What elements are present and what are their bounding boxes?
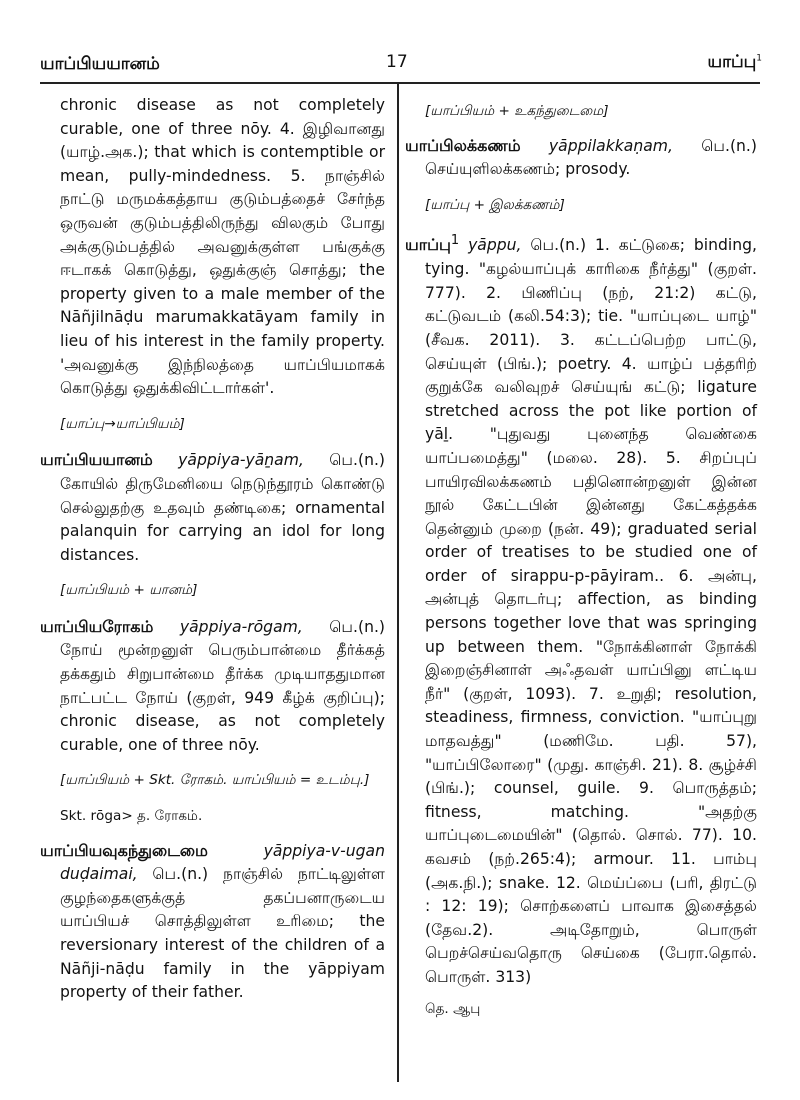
entry-yappu-text bbox=[405, 229, 757, 989]
entry-yappiya-yanam bbox=[40, 448, 385, 567]
transliteration: yāppu, bbox=[468, 236, 522, 255]
etymology-yappiyam: [யாப்பு→யாப்பியம்] bbox=[60, 415, 185, 432]
etymology-telugu: தெ. ஆபு bbox=[425, 1000, 481, 1017]
entry-rogam-text bbox=[40, 615, 385, 758]
entry-yappilakkanam bbox=[405, 134, 757, 182]
running-head-right-word: யாப்பு bbox=[707, 52, 757, 72]
header-rule bbox=[40, 82, 760, 84]
continued-entry-text: chronic disease as not completely curable, one of three nōy. 4. இழிவானது (யாழ்.அக.); that which is contemptible or mean, pully-mindedness. 5. நாஞ்சில் நாட்டு மருமக்கத்தாய குடும்பத்தைச் சேர்ந்த ஒருவன் குடும்பத்திலிருந்து விலகும் போது அக்குடும்பத்தில் அவனுக்குள்ள பங்குக்கு ஈடாகக் கொடுத்து, ஒதுக்குஞ் சொத்து; the property given to a male member of the Nāñjilnāḍu marumakkatāyam family in lieu of his interest in the family property. 'அவனுக்கு இந்நிலத்தை யாப்பியமாகக் கொடுத்து ஒதுக்கிவிட்டார்கள்'. bbox=[60, 96, 385, 398]
headword-sup: 1 bbox=[450, 233, 460, 249]
running-head-right-sup: 1 bbox=[756, 53, 762, 64]
part-of-speech: பெ.(n.) bbox=[329, 451, 385, 470]
left-column bbox=[40, 94, 385, 1005]
etymology-uganthudaimai: [யாப்பியம் + உகந்துடைமை] bbox=[425, 103, 609, 119]
page-header bbox=[0, 0, 800, 80]
continued-entry bbox=[40, 94, 385, 401]
etymology-yanam: [யாப்பியம் + யானம்] bbox=[60, 582, 198, 599]
part-of-speech: பெ.(n.) bbox=[530, 236, 587, 255]
headword: யாப்பிலக்கணம் bbox=[405, 135, 521, 155]
definition: 1. கட்டுகை; binding, tying. "கழல்யாப்புக் காரிகை நீர்த்து" (குறள். 777). 2. பிணிப்பு (நற், 21:2) கட்டு, கட்டுவடம் (கலி.54:3); tie. "யாப்புடை யாழ்" (சீவக. 2011). 3. கட்டப்பெற்ற பாட்டு, செய்யுள் (பிங்.); poetry. 4. யாழ்ப் பத்தரிற் குறுக்கே வலிவுறச் செய்யுங் கட்டு; ligature stretched across the pot like portion of yāḻ. "புதுவது புனைந்த வெண்கை யாப்பமைத்து" (மலை. 28). 5. சிறப்புப் பாயிரவிலக்கணம் பதினொன்றனுள் இன்ன நூல் கேட்டபின் இன்னது கேட்கத்தக்க தென்னும் முறை (நன். 49); graduated serial order of treatises to be studied one of order of sirappu-p-pāyiram.. 6. அன்பு, அன்புத் தொடர்பு; affection, as binding persons together love that was springing up between them. "நோக்கினாள் நோக்கி இறைஞ்சினாள் அஃதவள் யாப்பினு ளட்டிய நீர்" (குறள், 1093). 7. உறுதி; resolution, steadiness, firmness, conviction. "யாப்புறு மாதவத்து" (மணிமே. பதி. 57), "யாப்பிலோரை" (முது. காஞ்சி. 21). 8. சூழ்ச்சி (பிங்.); counsel, guile. 9. பொருத்தம்; fitness, matching. "அதற்கு யாப்புடைமையின்" (தொல். சொல். 77). 10. கவசம் (நற்.265:4); armour. 11. பாம்பு (அக.நி.); snake. 12. மெய்ப்பை (பரி, திரட்டு : 12: 19); சொற்களைப் பாவாக இசைத்தல் (தேவ.2). அடிதோறும், பொருள் பெறச்செய்வதொரு செய்கை (பேரா.தொல். பொருள். 313) bbox=[425, 236, 757, 986]
transliteration: yāppiya-v-ugan duḍaimai, bbox=[60, 841, 385, 884]
headword: யாப்பியயானம் bbox=[40, 450, 153, 470]
column-divider bbox=[397, 82, 399, 1082]
part-of-speech: பெ.(n.) bbox=[329, 617, 385, 636]
definition: நாஞ்சில் நாட்டிலுள்ள குழந்தைகளுக்குத் தகப்பனாருடைய யாப்பியச் சொத்திலுள்ள உரிமை; the reversionary interest of the children of a Nāñji-nāḍu family in the yāppiyam property of their father. bbox=[60, 865, 385, 1002]
entry-yanam-text bbox=[40, 448, 385, 567]
entry-ugan-text bbox=[40, 839, 385, 1005]
transliteration: yāppiya-yāṉam, bbox=[178, 451, 304, 470]
part-of-speech: பெ.(n.) bbox=[701, 136, 757, 155]
entry-ilakkanam-text bbox=[405, 134, 757, 182]
etymology-rogam: [யாப்பியம் + Skt. ரோகம். யாப்பியம் = உடம்பு.] bbox=[60, 772, 370, 789]
etymology-skt-roga: Skt. rōga> த. ரோகம். bbox=[60, 808, 203, 825]
headword: யாப்பியவுகந்துடைமை bbox=[40, 840, 208, 860]
entry-yappiya-rogam bbox=[40, 615, 385, 758]
right-column bbox=[405, 94, 757, 1031]
headword: யாப்பியரோகம் bbox=[40, 616, 154, 636]
part-of-speech: பெ.(n.) bbox=[152, 865, 209, 884]
headword: யாப்பு bbox=[405, 235, 451, 255]
definition: செய்யுளிலக்கணம்; prosody. bbox=[425, 160, 631, 179]
entry-yappiya-v-ugan bbox=[40, 839, 385, 1005]
definition: நோய் மூன்றனுள் பெரும்பான்மை தீர்க்கத் தக்கதும் சிறுபான்மை தீர்க்க முடியாததுமான நாட்பட்ட நோய் (குறள், 949 கீழ்க் குறிப்பு); chronic disease, as not completely curable, one of three nōy. bbox=[60, 641, 385, 754]
page-number: 17 bbox=[386, 52, 408, 72]
etymology-ilakkanam: [யாப்பு + இலக்கணம்] bbox=[425, 196, 565, 213]
running-head-left: யாப்பியயானம் bbox=[40, 54, 160, 74]
entry-yappu bbox=[405, 229, 757, 989]
transliteration: yāppilakkaṇam, bbox=[548, 136, 673, 155]
definition: கோயில் திருமேனியை நெடுந்தூரம் கொண்டு செல்லுதற்கு உதவும் தண்டிகை; ornamental palanquin for carrying an idol for long distances. bbox=[60, 474, 385, 564]
running-head-right bbox=[708, 52, 763, 74]
transliteration: yāppiya-rōgam, bbox=[179, 617, 303, 636]
